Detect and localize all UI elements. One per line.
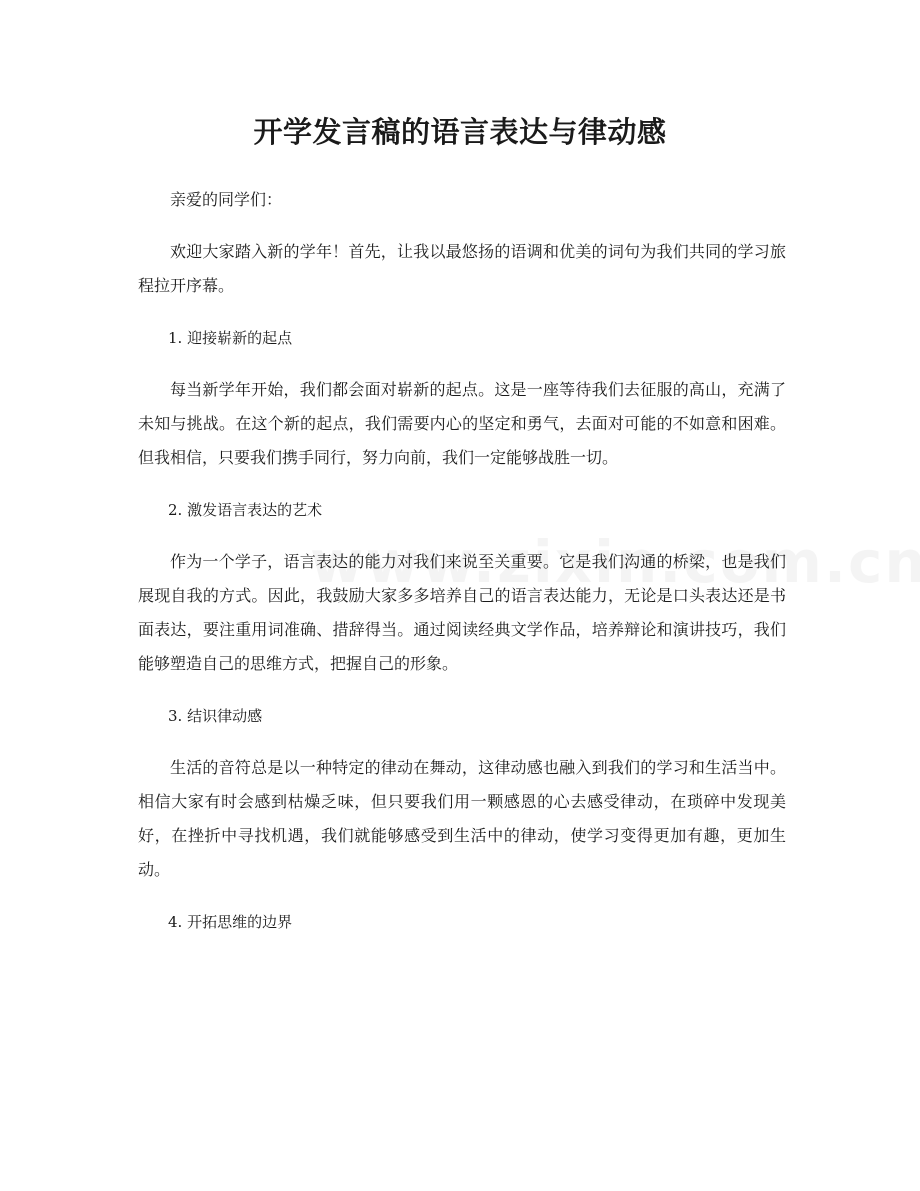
section-body-3: 生活的音符总是以一种特定的律动在舞动，这律动感也融入到我们的学习和生活当中。相信大家有时会感到枯燥乏味，但只要我们用一颗感恩的心去感受律动，在琐碎中发现美好，在挫折中寻找机遇，我们就能够感受到生活中的律动，使学习变得更加有趣，更加生动。: [138, 758, 786, 879]
section-heading-3: 3. 结识律动感: [168, 707, 263, 725]
document-title: 开学发言稿的语言表达与律动感: [253, 115, 667, 149]
intro-paragraph: 欢迎大家踏入新的学年！首先，让我以最悠扬的语调和优美的词句为我们共同的学习旅程拉开序幕。: [138, 242, 786, 295]
greeting: 亲爱的同学们：: [170, 190, 283, 209]
section-body-2: 作为一个学子，语言表达的能力对我们来说至关重要。它是我们沟通的桥梁，也是我们展现自我的方式。因此，我鼓励大家多多培养自己的语言表达能力，无论是口头表达还是书面表达，要注重用词准确、措辞得当。通过阅读经典文学作品，培养辩论和演讲技巧，我们能够塑造自己的思维方式，把握自己的形象。: [138, 552, 786, 673]
section-heading-2: 2. 激发语言表达的艺术: [168, 501, 323, 519]
document-body: [138, 183, 786, 939]
section-heading-1: 1. 迎接崭新的起点: [168, 329, 293, 347]
section-body-1: 每当新学年开始，我们都会面对崭新的起点。这是一座等待我们去征服的高山，充满了未知与挑战。在这个新的起点，我们需要内心的坚定和勇气，去面对可能的不如意和困难。但我相信，只要我们携手同行，努力向前，我们一定能够战胜一切。: [138, 380, 786, 467]
section-heading-4: 4. 开拓思维的边界: [168, 913, 293, 931]
